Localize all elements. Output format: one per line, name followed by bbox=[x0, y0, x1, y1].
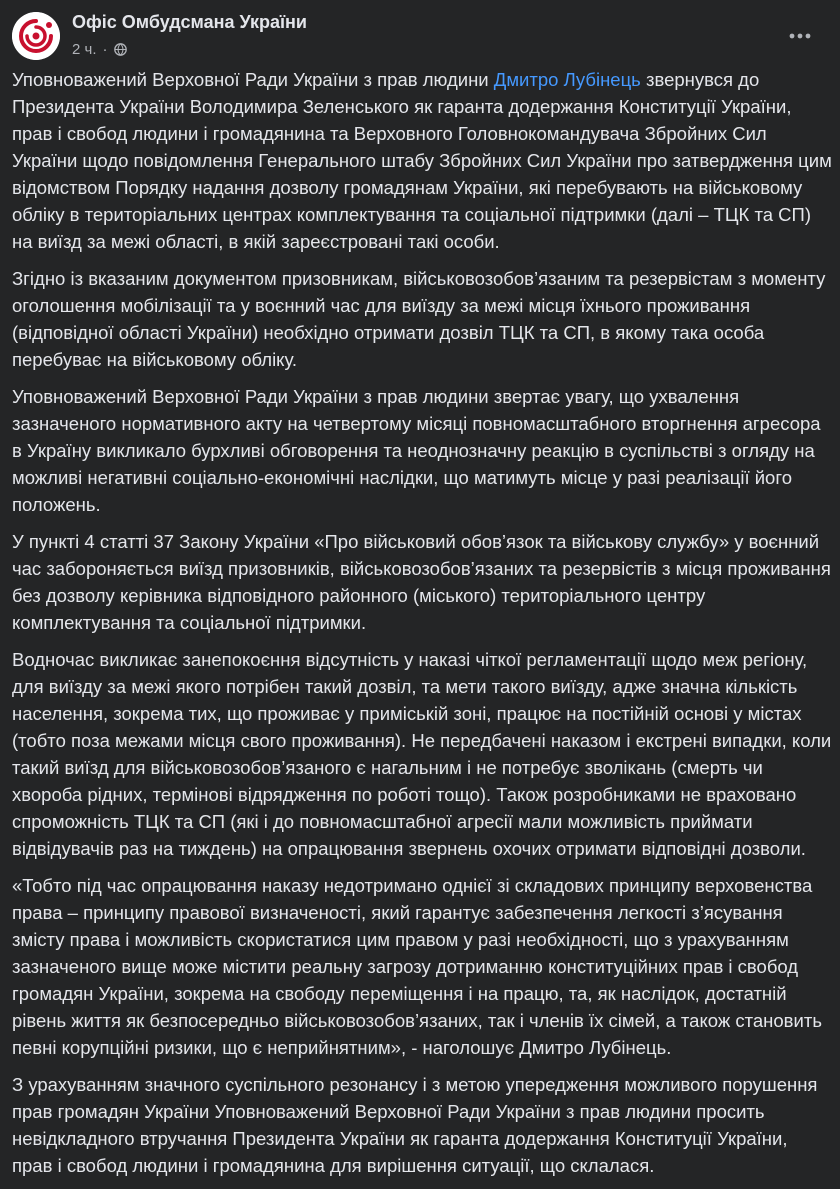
post-text bbox=[12, 66, 832, 1189]
paragraph-1 bbox=[12, 66, 832, 255]
avatar[interactable] bbox=[12, 12, 60, 60]
post-header bbox=[12, 8, 828, 64]
ombudsman-logo-icon bbox=[12, 12, 60, 60]
paragraph-4: У пункті 4 статті 37 Закону України «Про військовий обов’язок та військову службу» у воєнний час забороняється виїзд призовників, військовозобов’язаних та резервістів з місця проживання без дозволу керівника відповідного районного (міського) територіального центру комплектування та соціальної підтримки. bbox=[12, 531, 831, 633]
meta-separator: · bbox=[102, 41, 108, 58]
paragraph-6: «Тобто під час опрацювання наказу недотримано однієї зі складових принципу верховенства права – принципу правової визначеності, який гарантує забезпечення легкості з’ясування змісту права і можливість скористатися цим правом у разі необхідності, що з урахуванням зазначеного вище може містити реальну загрозу дотриманню конституційних прав і свобод громадян України, зокрема на свободу переміщення і на працю, та, як наслідок, достатній рівень життя як безпосередньо військовозобов’язаних, так і членів їх сімей, а також становить певні корупційні ризики, що є неприйнятним», - наголошує Дмитро Лубінець. bbox=[12, 875, 822, 1058]
paragraph-7: З урахуванням значного суспільного резонансу і з метою упередження можливого порушення прав громадян України Уповноважений Верховної Ради України з прав людини просить невідкладного втручання Президента України як гаранта додержання Конституції України, прав і свобод людини і громадянина для вирішення ситуації, що склалася. bbox=[12, 1074, 818, 1176]
post-time[interactable]: 2 ч. bbox=[72, 41, 97, 58]
page-name[interactable]: Офіс Омбудсмана України bbox=[72, 12, 307, 32]
post-meta bbox=[72, 41, 127, 58]
globe-icon[interactable] bbox=[114, 43, 127, 56]
mention-link[interactable]: Дмитро Лубінець bbox=[493, 69, 641, 90]
paragraph-2: Згідно із вказаним документом призовникам, військовозобов’язаним та резервістам з моменту оголошення мобілізації та у воєнний час для виїзду за межі місця їхнього проживання (відповідної області України) необхідно отримати дозвіл ТЦК та СП, в якому така особа перебуває на військовому обліку. bbox=[12, 268, 826, 370]
more-horizontal-icon bbox=[789, 33, 811, 39]
paragraph-3: Уповноважений Верховної Ради України з прав людини звертає увагу, що ухвалення зазначеного нормативного акту на четвертому місяці повномасштабного вторгнення агресора в Україну викликало бурхливі обговорення та неоднозначну реакцію в суспільстві з огляду на можливі негативні соціально-економічні наслідки, що матимуть місце у разі реалізації його положень. bbox=[12, 386, 821, 515]
more-options-button[interactable] bbox=[786, 22, 814, 50]
paragraph-1-before: Уповноважений Верховної Ради України з прав людини bbox=[12, 69, 494, 90]
paragraph-1-after: звернувся до Президента України Володимира Зеленського як гаранта додержання Конституції України, прав і свобод людини і громадянина та Верховного Головнокомандувача Збройних Сил України щодо повідомлення Генерального штабу Збройних Сил України про затвердження цим відомством Порядку надання дозволу громадянам України, які перебувають на військовому обліку в територіальних центрах комплектування та соціальної підтримки (далі – ТЦК та СП) на виїзд за межі області, в якій зареєстровані такі особи. bbox=[12, 69, 832, 252]
paragraph-5: Водночас викликає занепокоєння відсутність у наказі чіткої регламентації щодо меж регіону, для виїзду за межі якого потрібен такий дозвіл, та мети такого виїзду, адже значна кількість населення, зокрема тих, що проживає у приміській зоні, працює на постійній основі у містах (тобто поза межами місця свого проживання). Не передбачені наказом і екстрені випадки, коли такий виїзд для військовозобов’язаного є нагальним і не потребує зволікань (смерть чи хвороба рідних, термінові відрядження по роботі тощо). Також розробниками не враховано спроможність ТЦК та СП (які і до повномасштабної агресії мали можливість приймати відвідувачів раз на тиждень) на опрацювання звернень охочих отримати відповідні дозволи. bbox=[12, 649, 832, 859]
